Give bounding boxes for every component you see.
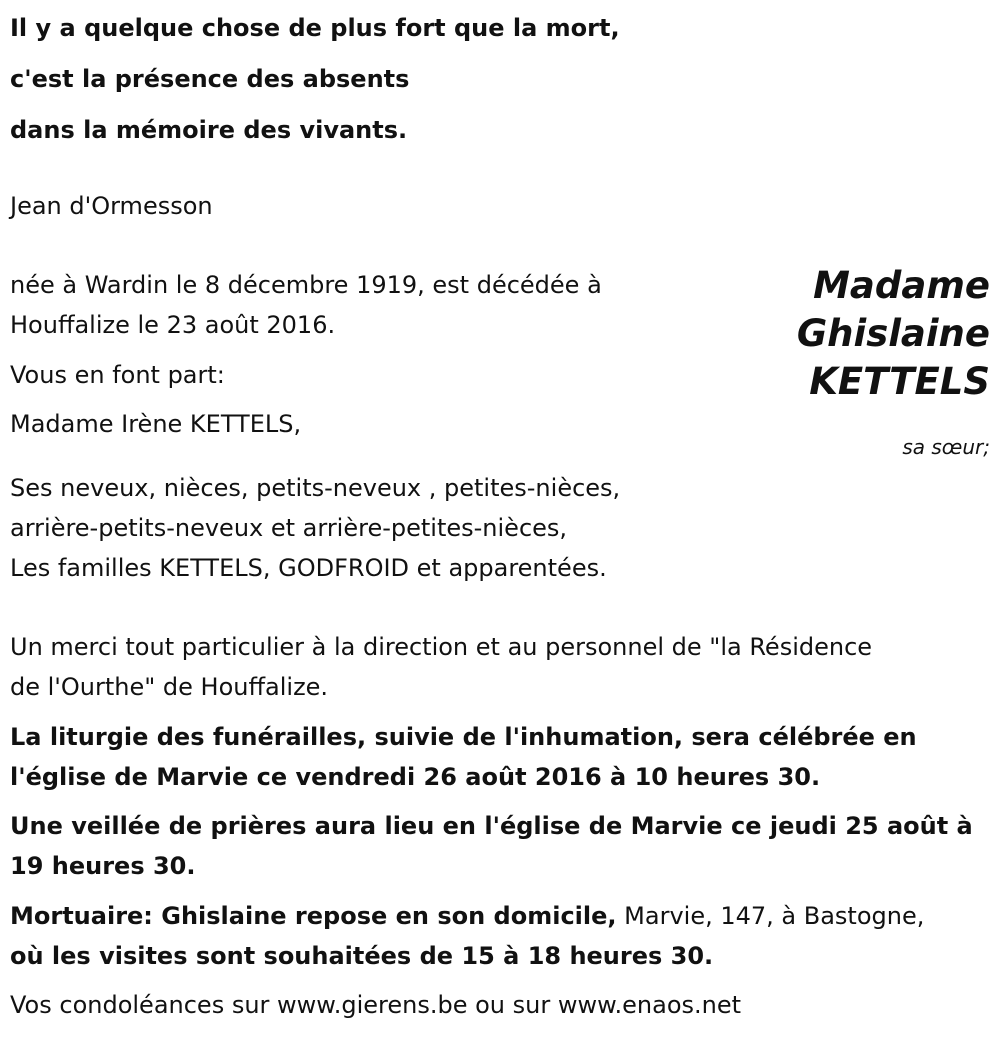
quote-line-3: dans la mémoire des vivants. (10, 116, 408, 144)
relatives-line-2: arrière-petits-neveux et arrière-petites-nièces, (10, 514, 568, 542)
quote-line-2: c'est la présence des absents (10, 65, 410, 93)
mortuary-visits: où les visites sont souhaitées de 15 à 18 heures 30. (10, 942, 714, 970)
sister-name: Madame Irène KETTELS, (10, 410, 302, 438)
funeral-line-2: l'église de Marvie ce vendredi 26 août 2016 à 10 heures 30. (10, 763, 821, 791)
relatives-line-3: Les familles KETTELS, GODFROID et apparentées. (10, 554, 607, 582)
condolences: Vos condoléances sur www.gierens.be ou sur www.enaos.net (10, 991, 742, 1019)
announcement: Vous en font part: (10, 361, 225, 389)
deceased-last-name: KETTELS (809, 360, 990, 403)
thanks-line-1: Un merci tout particulier à la direction et au personnel de "la Résidence (10, 633, 873, 661)
deceased-name (797, 262, 990, 406)
sister-relation: sa sœur; (902, 435, 990, 459)
vigil-line-2: 19 heures 30. (10, 852, 196, 880)
relatives-line-1: Ses neveux, nièces, petits-neveux , petites-nièces, (10, 474, 621, 502)
thanks-line-2: de l'Ourthe" de Houffalize. (10, 673, 329, 701)
mortuary-label: Mortuaire: Ghislaine repose en son domicile, (10, 902, 617, 930)
funeral-line-1: La liturgie des funérailles, suivie de l'inhumation, sera célébrée en (10, 723, 917, 751)
birth-death-line-1: née à Wardin le 8 décembre 1919, est décédée à (10, 271, 602, 299)
quote-line-1: Il y a quelque chose de plus fort que la mort, (10, 14, 620, 42)
deceased-title: Madame (813, 264, 990, 307)
vigil-line-1: Une veillée de prières aura lieu en l'église de Marvie ce jeudi 25 août à (10, 812, 973, 840)
mortuary-address: Marvie, 147, à Bastogne, (616, 902, 925, 930)
mortuary-line-1 (10, 896, 924, 936)
deceased-first-name: Ghislaine (796, 312, 990, 355)
birth-death-line-2: Houffalize le 23 août 2016. (10, 311, 336, 339)
quote-author: Jean d'Ormesson (10, 192, 213, 220)
